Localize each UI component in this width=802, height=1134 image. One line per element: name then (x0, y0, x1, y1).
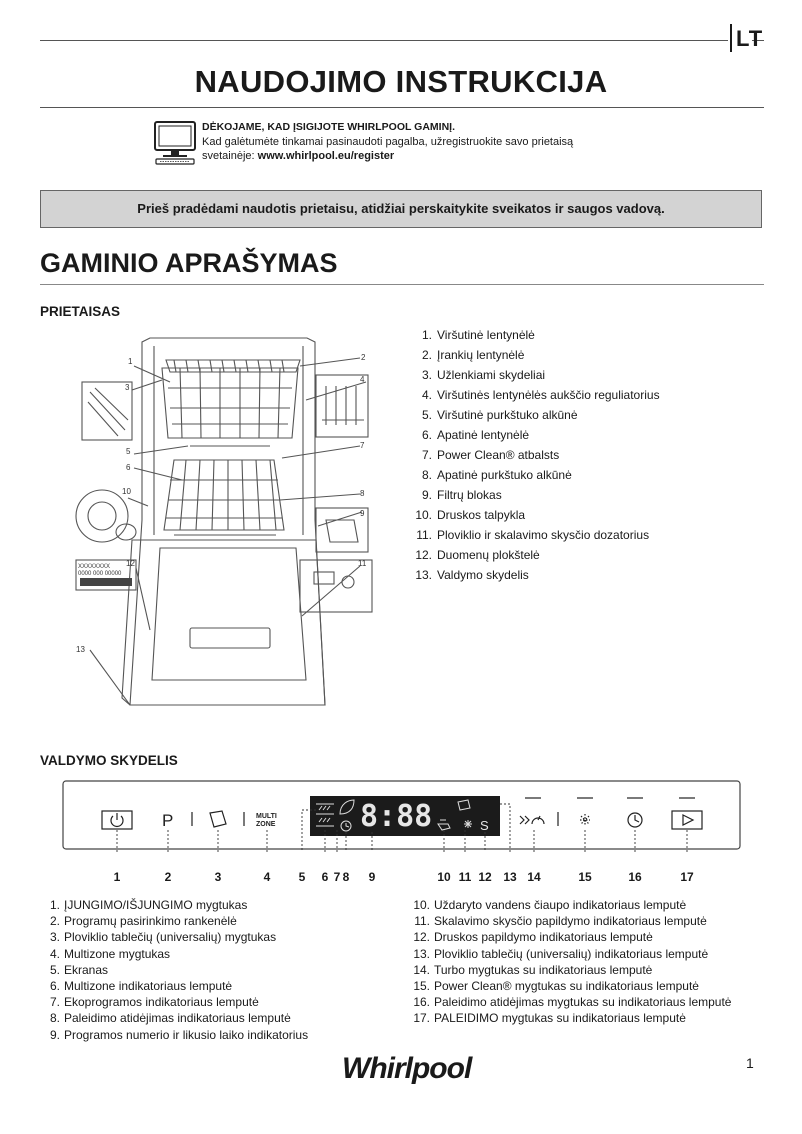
title-rule (40, 107, 764, 108)
control-list-item-text: Druskos papildymo indikatoriaus lemputė (434, 930, 653, 945)
control-panel-list-right (410, 897, 731, 1027)
part-list-item (410, 505, 660, 525)
control-list-item-number: 4. (49, 946, 60, 961)
part-list-item-text: Užlenkiami skydeliai (437, 368, 546, 382)
control-list-item-text: Ploviklio tablečių (universalių) indikatoriaus lemputė (434, 946, 709, 961)
registration-url-link[interactable]: www.whirlpool.eu/register (257, 150, 395, 162)
control-list-item-text: Programos numerio ir likusio laiko indikatorius (64, 1027, 309, 1042)
diagram-callout-12: 12 (126, 559, 135, 568)
rinse-aid-indicator-icon (464, 820, 472, 828)
control-panel-heading: VALDYMO SKYDELIS (40, 753, 178, 768)
tablet-button[interactable] (210, 811, 226, 827)
control-list-item (40, 946, 308, 962)
diagram-callout-3: 3 (125, 383, 130, 392)
control-panel-diagram (62, 780, 742, 852)
display-digits: 8:88 (360, 799, 433, 834)
header-rule-top (40, 40, 728, 41)
part-list-item-number: 1. (421, 328, 432, 342)
control-callout-number: 7 (333, 870, 341, 884)
part-list-item (410, 365, 660, 385)
page-number: 1 (746, 1055, 754, 1071)
control-list-item-number: 11. (414, 914, 430, 929)
turbo-icon[interactable] (520, 816, 544, 824)
control-list-item-number: 7. (49, 995, 60, 1010)
control-list-item-text: Ekranas (64, 962, 109, 977)
part-list-item-text: Duomenų plokštelė (437, 548, 540, 562)
diagram-callout-2: 2 (361, 353, 366, 362)
control-callout-number: 12 (478, 870, 492, 884)
computer-icon (152, 120, 198, 166)
control-list-item-text: Paleidimo atidėjimas mygtukas su indikatoriaus lemputė (434, 995, 732, 1010)
control-callout-number: 10 (437, 870, 451, 884)
multizone-button-line1[interactable]: MULTI (256, 813, 277, 820)
diagram-callout-10: 10 (122, 487, 131, 496)
control-list-item-text: Turbo mygtukas su indikatoriaus lemputė (434, 962, 653, 977)
power-clean-icon[interactable] (580, 814, 590, 826)
part-list-item-text: Druskos talpykla (437, 508, 526, 522)
control-list-item-number: 9. (49, 1027, 60, 1042)
part-list-item (410, 385, 660, 405)
control-list-item-text: Uždaryto vandens čiaupo indikatoriaus lemputė (434, 898, 687, 912)
control-list-item-number: 15. (413, 979, 430, 994)
control-list-item-number: 16. (413, 995, 430, 1010)
diagram-callout-8: 8 (360, 489, 365, 498)
part-list-item-text: Valdymo skydelis (437, 568, 529, 582)
control-callout-number: 1 (113, 870, 121, 884)
control-panel-list-left (40, 897, 308, 1043)
control-list-item-text: PALEIDIMO mygtukas su indikatoriaus lemputė (434, 1011, 686, 1026)
safety-notice: Prieš pradėdami naudotis prietaisu, atidžiai perskaitykite sveikatos ir saugos vadovą. (40, 190, 762, 228)
control-list-item (40, 1010, 308, 1026)
part-list-item (410, 525, 660, 545)
control-list-item (410, 913, 731, 929)
control-list-item-number: 14. (413, 962, 430, 977)
control-list-item (410, 946, 731, 962)
part-list-item-text: Viršutinė purkštuko alkūnė (437, 408, 578, 422)
part-list-item-text: Viršutinės lentynėlės aukščio reguliatorius (437, 388, 660, 402)
diagram-label-12-line1: XXXXXXXX (78, 564, 111, 570)
part-list-item (410, 465, 660, 485)
control-list-item (410, 1010, 731, 1026)
part-list-item (410, 405, 660, 425)
part-list-item-number: 2. (421, 348, 432, 362)
diagram-callout-5: 5 (126, 447, 131, 456)
control-list-item-text: Multizone indikatoriaus lemputė (64, 979, 233, 994)
registration-text (202, 135, 632, 163)
product-description-rule (40, 284, 764, 285)
control-list-item-number: 6. (49, 979, 60, 994)
part-list-item-text: Ploviklio ir skalavimo skysčio dozatorius (437, 528, 650, 542)
control-list-item (410, 929, 731, 945)
control-list-item-number: 12. (413, 930, 430, 945)
control-callout-number: 5 (298, 870, 306, 884)
control-callout-number: 9 (368, 870, 376, 884)
control-list-item-text: ĮJUNGIMO/IŠJUNGIMO mygtukas (64, 898, 248, 912)
control-list-item (410, 978, 731, 994)
delay-start-icon[interactable] (628, 813, 642, 827)
diagram-callout-4: 4 (360, 375, 365, 384)
appliance-heading: PRIETAISAS (40, 304, 121, 319)
control-list-item-text: Paleidimo atidėjimas indikatoriaus lemputė (64, 1011, 291, 1026)
part-list-item (410, 325, 660, 345)
control-list-item-text: Ekoprogramos indikatoriaus lemputė (64, 995, 259, 1010)
part-list-item-number: 11. (416, 528, 432, 542)
control-list-item-number: 1. (49, 898, 60, 912)
part-list-item-number: 9. (421, 488, 432, 502)
part-list-item (410, 545, 660, 565)
part-list-item-text: Apatinė purkštuko alkūnė (437, 468, 572, 482)
part-list-item-number: 4. (421, 388, 432, 402)
part-list-item-text: Įrankių lentynėlė (437, 348, 525, 362)
control-list-item-number: 17. (413, 1011, 430, 1026)
control-callout-number: 11 (458, 870, 472, 884)
salt-indicator-icon: S (480, 818, 489, 833)
registration-heading: DĖKOJAME, KAD ĮSIGIJOTE WHIRLPOOL GAMINĮ. (202, 121, 455, 133)
diagram-callout-7: 7 (360, 441, 365, 450)
tablet-icon (210, 811, 226, 827)
product-description-heading: GAMINIO APRAŠYMAS (40, 248, 338, 278)
diagram-callout-6: 6 (126, 463, 131, 472)
language-code: LT (730, 24, 763, 52)
document-title: NAUDOJIMO INSTRUKCIJA (194, 64, 608, 99)
control-list-item-text: Multizone mygtukas (64, 946, 171, 961)
part-list-item-number: 5. (421, 408, 432, 422)
control-callout-number: 8 (342, 870, 350, 884)
control-callout-number: 16 (628, 870, 642, 884)
control-list-item (410, 962, 731, 978)
diagram-label-12-line2: 0000 000 00000 (78, 571, 122, 577)
control-list-item-number: 2. (49, 914, 60, 929)
control-list-item (40, 929, 308, 945)
control-list-item (40, 1027, 308, 1043)
control-callout-number: 15 (578, 870, 592, 884)
part-list-item-number: 12. (415, 548, 432, 562)
control-list-item (410, 994, 731, 1010)
part-list-item (410, 425, 660, 445)
part-list-item (410, 445, 660, 465)
part-list-item-text: Apatinė lentynėlė (437, 428, 530, 442)
part-list-item-number: 10. (415, 508, 432, 522)
multizone-button-line2[interactable]: ZONE (256, 821, 276, 828)
control-callout-number: 4 (263, 870, 271, 884)
part-list-item-number: 7. (421, 448, 432, 462)
registration-line2-prefix: svetainėje: (202, 150, 258, 162)
control-list-item (40, 994, 308, 1010)
control-list-item (410, 897, 731, 913)
control-callout-number: 6 (321, 870, 329, 884)
part-list-item-number: 3. (421, 368, 432, 382)
control-callout-number: 14 (527, 870, 541, 884)
control-list-item (40, 962, 308, 978)
diagram-callout-13: 13 (76, 645, 85, 654)
part-list-item (410, 345, 660, 365)
part-list-item-number: 8. (421, 468, 432, 482)
part-list-item (410, 485, 660, 505)
part-list-item-number: 13. (415, 568, 432, 582)
program-button[interactable]: P (162, 811, 174, 830)
part-list-item-text: Power Clean® atbalsts (437, 448, 560, 462)
part-list-item-number: 6. (421, 428, 432, 442)
part-list-item-text: Viršutinė lentynėlė (437, 328, 535, 342)
control-list-item (40, 913, 308, 929)
control-list-item (40, 897, 308, 913)
diagram-callout-11: 11 (358, 559, 367, 568)
registration-line1: Kad galėtumėte tinkamai pasinaudoti pagalba, užregistruokite savo prietaisą (202, 136, 574, 148)
parts-list (410, 325, 660, 585)
start-button[interactable] (672, 811, 702, 829)
control-list-item-number: 8. (49, 1011, 60, 1026)
diagram-callout-9: 9 (360, 509, 365, 518)
control-callout-number: 3 (214, 870, 222, 884)
control-callout-number: 17 (680, 870, 694, 884)
control-list-item-text: Power Clean® mygtukas su indikatoriaus lemputė (434, 979, 699, 994)
power-button[interactable] (102, 811, 132, 829)
control-list-item-text: Skalavimo skysčio papildymo indikatoriaus lemputė (434, 914, 707, 929)
dishwasher-diagram (70, 320, 400, 720)
play-icon (683, 815, 693, 825)
control-list-item-number: 5. (49, 962, 60, 977)
control-callout-number: 13 (503, 870, 517, 884)
control-list-item-number: 3. (49, 930, 60, 945)
part-list-item (410, 565, 660, 585)
whirlpool-logo: Whirlpool (342, 1052, 472, 1085)
control-list-item (40, 978, 308, 994)
diagram-callout-1: 1 (128, 357, 133, 366)
control-list-item-text: Programų pasirinkimo rankenėlė (64, 914, 237, 929)
control-list-item-number: 10. (413, 898, 430, 912)
control-list-item-number: 13. (413, 946, 430, 961)
control-callout-number: 2 (164, 870, 172, 884)
part-list-item-text: Filtrų blokas (437, 488, 502, 502)
control-list-item-text: Ploviklio tablečių (universalių) mygtukas (64, 930, 277, 945)
